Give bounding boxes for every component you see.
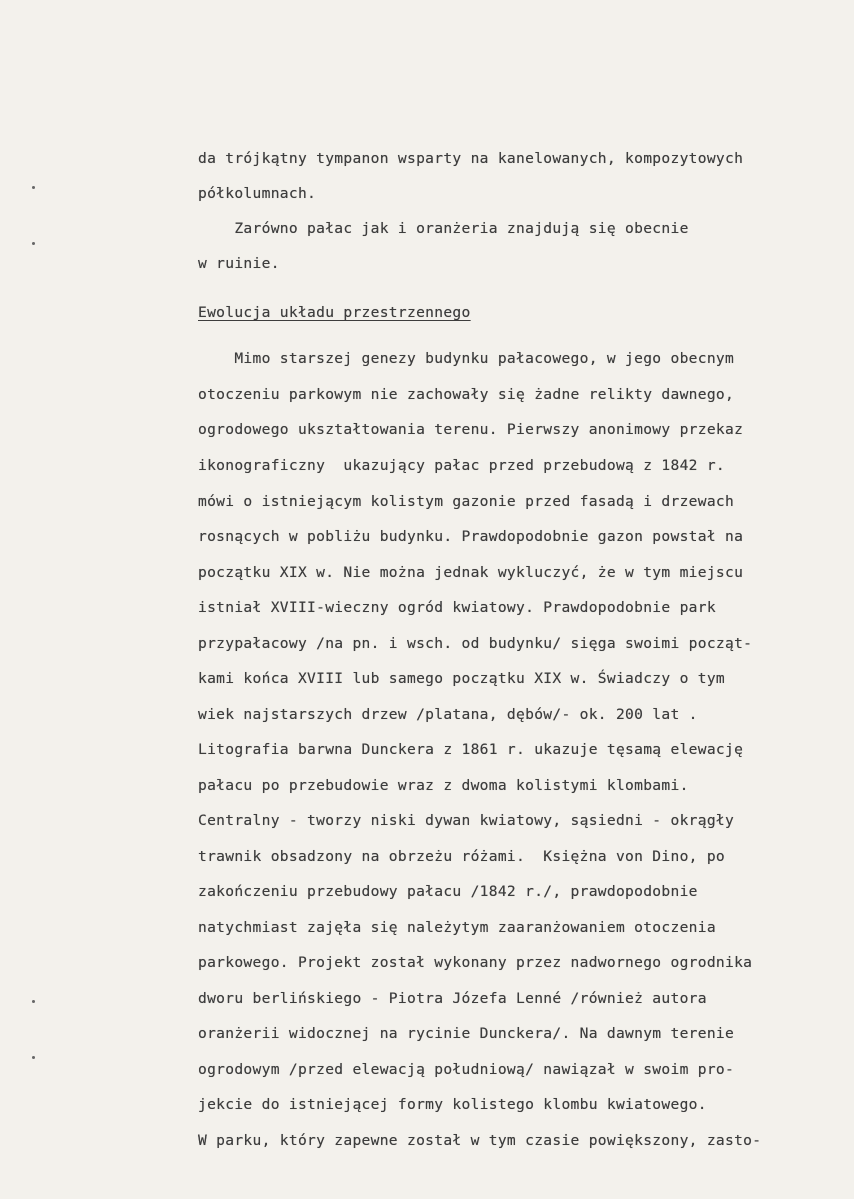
- margin-mark: [32, 186, 35, 189]
- text-line: ogrodowego ukształtowania terenu. Pierwszy anonimowy przekaz: [198, 421, 744, 438]
- text-line: da trójkątny tympanon wsparty na kanelowanych, kompozytowych: [198, 150, 744, 167]
- text-line: Centralny - tworzy niski dywan kwiatowy, sąsiedni - okrągły: [198, 812, 735, 829]
- text-line: Litografia barwna Dunckera z 1861 r. ukazuje tęsamą elewację: [198, 741, 744, 758]
- text-line: Mimo starszej genezy budynku pałacowego, w jego obecnym: [198, 350, 735, 367]
- text-line: początku XIX w. Nie można jednak wykluczyć, że w tym miejscu: [198, 564, 744, 581]
- margin-mark: [32, 1056, 35, 1059]
- text-line: otoczeniu parkowym nie zachowały się żadne relikty dawnego,: [198, 386, 735, 403]
- text-line: natychmiast zajęła się należytym zaaranżowaniem otoczenia: [198, 919, 716, 936]
- text-line: rosnących w pobliżu budynku. Prawdopodobnie gazon powstał na: [198, 528, 744, 545]
- text-line: ogrodowym /przed elewacją południową/ nawiązał w swoim pro-: [198, 1061, 735, 1078]
- text-line: istniał XVIII-wieczny ogród kwiatowy. Prawdopodobnie park: [198, 599, 716, 616]
- margin-mark: [32, 1000, 35, 1003]
- text-line: oranżerii widocznej na rycinie Dunckera/. Na dawnym terenie: [198, 1025, 735, 1042]
- text-line: jekcie do istniejącej formy kolistego klombu kwiatowego.: [198, 1096, 707, 1113]
- text-line: przypałacowy /na pn. i wsch. od budynku/ sięga swoimi począt-: [198, 635, 753, 652]
- text-line: dworu berlińskiego - Piotra Józefa Lenné /również autora: [198, 990, 707, 1007]
- text-line: ikonograficzny ukazujący pałac przed przebudową z 1842 r.: [198, 457, 725, 474]
- text-line: wiek najstarszych drzew /platana, dębów/- ok. 200 lat .: [198, 706, 698, 723]
- text-line: pałacu po przebudowie wraz z dwoma kolistymi klombami.: [198, 777, 689, 794]
- text-line: półkolumnach.: [198, 185, 317, 202]
- text-line: trawnik obsadzony na obrzeżu różami. Księżna von Dino, po: [198, 848, 725, 865]
- margin-mark: [32, 242, 35, 245]
- text-line: Zarówno pałac jak i oranżeria znajdują się obecnie: [198, 220, 689, 237]
- section-heading: Ewolucja układu przestrzennego: [198, 304, 471, 321]
- text-line: zakończeniu przebudowy pałacu /1842 r./, prawdopodobnie: [198, 883, 698, 900]
- text-line: parkowego. Projekt został wykonany przez nadwornego ogrodnika: [198, 954, 753, 971]
- text-line: W parku, który zapewne został w tym czasie powiększony, zasto-: [198, 1132, 762, 1149]
- text-line: w ruinie.: [198, 255, 280, 272]
- text-line: mówi o istniejącym kolistym gazonie przed fasadą i drzewach: [198, 493, 735, 510]
- text-line: kami końca XVIII lub samego początku XIX w. Świadczy o tym: [198, 670, 725, 687]
